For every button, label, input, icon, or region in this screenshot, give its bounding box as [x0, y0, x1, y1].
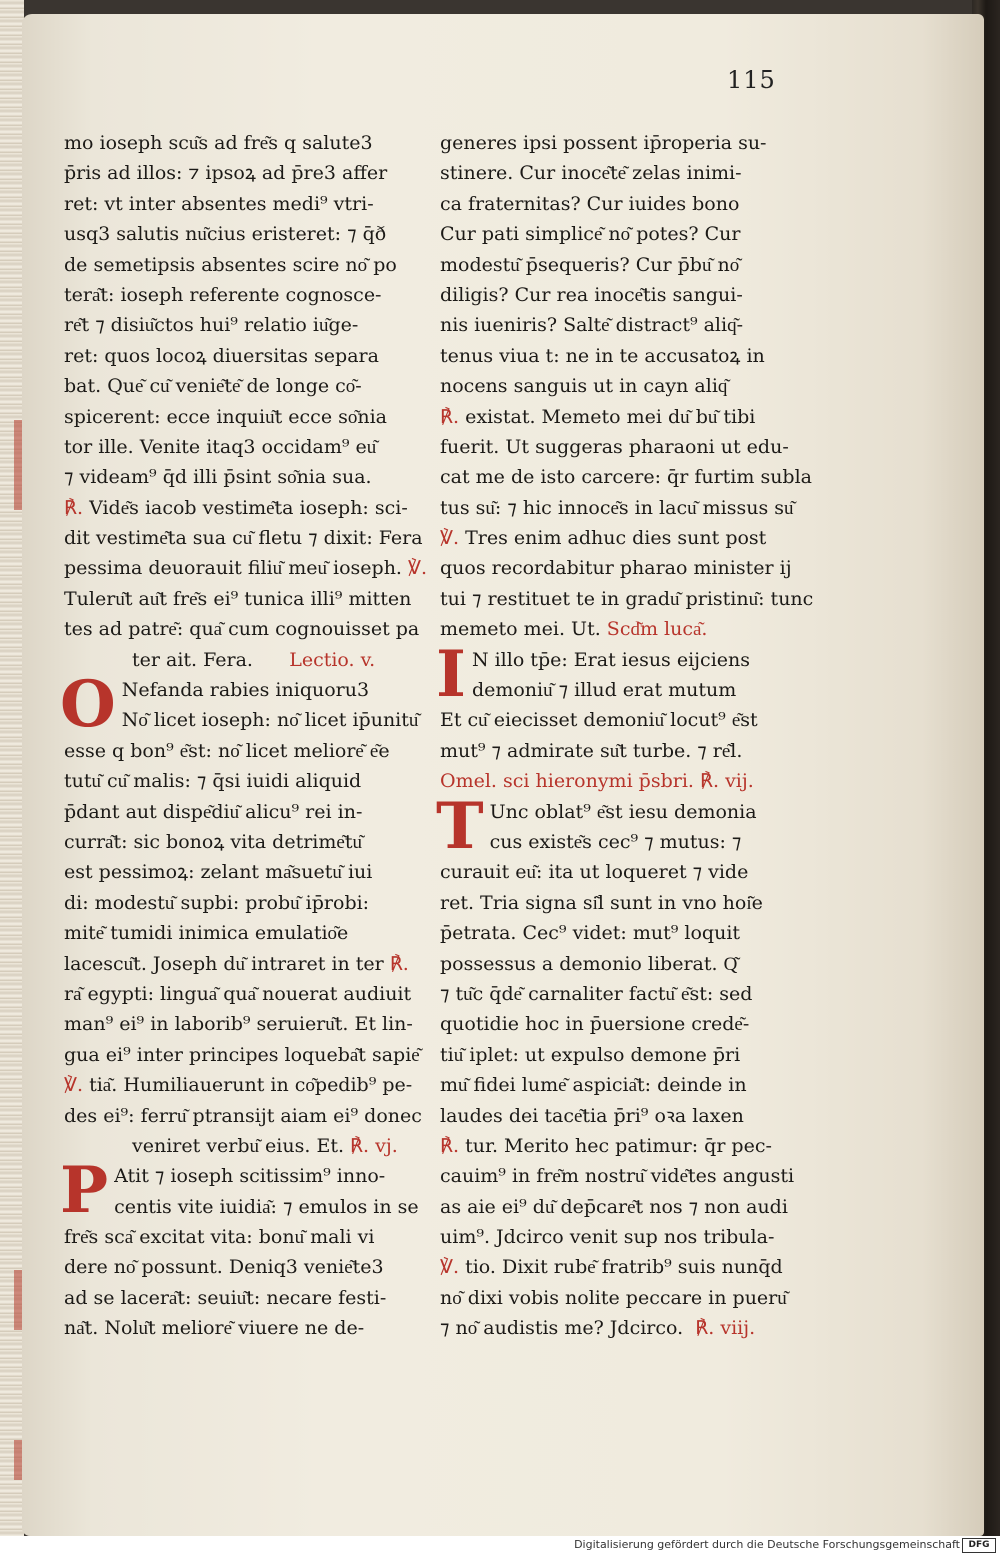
text-span: tia͂. Humiliauerunt in co͂pedib⁹ pe-	[89, 1074, 413, 1097]
text-line: est pessimoꝝ: zelant ma͂suetu͂ iui	[64, 861, 373, 884]
text-line: tor ille. Venite itaq3 occidam⁹ eu͂	[64, 435, 377, 458]
text-line: ⁊ tu͂c q̄de͂ carnaliter factu͂ e͂st: sed	[440, 982, 753, 1005]
responsory-mark: ℟.	[389, 952, 409, 975]
text-line: stinere. Cur inoce͂te͂ zelas inimi-	[440, 162, 742, 185]
text-line: mo ioseph scu͂s ad fre͂s q salute3	[64, 132, 373, 154]
text-line: nocens sanguis ut in cayn aliq͂	[440, 375, 728, 398]
text-span: Nefanda rabies iniquoru3	[121, 679, 370, 702]
red-page-edge-mark	[14, 1440, 22, 1480]
text-span: N illo tp̄e: Erat iesus eijciens	[471, 648, 751, 671]
responsory-heading: ℟. vj.	[350, 1134, 398, 1157]
text-line: p̄ris ad illos: ⁊ ipsoꝝ ad p̄re3 affer	[64, 162, 388, 185]
text-line: na͂t. Nolu͂t meliore͂ viuere ne de-	[64, 1317, 365, 1340]
text-line	[440, 1131, 820, 1161]
text-line: diligis? Cur rea inoce͂tis sangui-	[440, 283, 743, 306]
verse-mark: ℣.	[440, 1256, 460, 1279]
text-line	[64, 493, 434, 523]
text-line: mu͂ fidei lume͂ aspicia͂t: deinde in	[440, 1074, 747, 1097]
text-span: ⁊ no͂ audistis me? Jdcirco.	[440, 1317, 684, 1340]
text-line: di: modestu͂ supbi: probu͂ ip̄robi:	[64, 891, 370, 914]
text-line: nis iueniris? Salte͂ distract⁹ aliq͂-	[440, 314, 744, 337]
text-line	[64, 553, 434, 583]
text-line	[440, 614, 820, 644]
text-line: bat. Que͂ cu͂ venie͂te͂ de longe co͂-	[64, 375, 362, 398]
text-line: de semetipsis absentes scire no͂ po	[64, 253, 397, 276]
text-line	[440, 1252, 820, 1282]
gospel-heading: Scd͂m luca͂.	[606, 618, 708, 641]
responsory-mark: ℟.	[440, 405, 460, 428]
text-line: tui ⁊ restituet te in gradu͂ pristinu͂: tunc	[440, 587, 814, 610]
text-line: modestu͂ p̄sequeris? Cur p̄bu͂ no͂	[440, 253, 740, 276]
text-line: Cur pati simplice͂ no͂ potes? Cur	[440, 223, 741, 246]
text-span: tur. Merito hec patimur: q̄r pec-	[465, 1134, 772, 1157]
text-line: fre͂s sca͂ excitat vita: bonu͂ mali vi	[64, 1226, 375, 1249]
text-span: Atit ⁊ ioseph scitissim⁹ inno-	[114, 1165, 386, 1188]
text-line: ret. Tria signa si͂l sunt in vno hoi͂e	[440, 891, 763, 914]
text-line	[64, 1131, 434, 1161]
responsory-mark: ℟.	[64, 496, 84, 519]
text-line: quos recordabitur pharao minister ij	[440, 557, 792, 580]
text-span: memeto mei. Ut.	[440, 618, 601, 641]
responsory-mark: ℟.	[440, 1134, 460, 1157]
verse-mark: ℣.	[440, 527, 460, 550]
text-line: cat me de isto carcere: q̄r furtim subla	[440, 466, 812, 489]
text-line	[64, 949, 434, 979]
text-line: tera͂t: ioseph referente cognosce-	[64, 283, 382, 306]
text-line: spicerent: ecce inquiu͂t ecce so͂nia	[64, 405, 387, 428]
text-span: Vide͂s iacob vestime͂ta ioseph: sci-	[89, 496, 408, 519]
text-line: no͂ dixi vobis nolite peccare in pueru͂	[440, 1286, 787, 1309]
text-span: Unc oblat⁹ e͂st iesu demonia	[489, 800, 757, 823]
drop-capital: I	[436, 636, 466, 712]
text-line: tiu͂ iplet: ut expulso demone p̄ri	[440, 1043, 741, 1066]
digitization-footer	[0, 1536, 1000, 1554]
text-line	[440, 523, 820, 553]
funding-credit: Digitalisierung gefördert durch die Deutsche Forschungsgemeinschaft	[574, 1538, 960, 1551]
responsory-heading: ℟. viij.	[695, 1317, 756, 1340]
drop-capital: T	[436, 788, 484, 864]
text-line: ret: vt inter absentes medi⁹ vtri-	[64, 192, 374, 215]
folio-number: 115	[727, 66, 776, 94]
text-line: ⁊ videam⁹ q̄d illi p̄sint so͂nia sua.	[64, 466, 372, 489]
text-line: mut⁹ ⁊ admirate su͂t turbe. ⁊ re͂l.	[440, 739, 743, 762]
homily-heading: Omel. sci hieronymi p̄sbri. ℟. vij.	[440, 770, 754, 793]
drop-capital: P	[60, 1153, 109, 1229]
red-page-edge-mark	[14, 1270, 22, 1330]
text-line: ad se lacera͂t: seuiu͂t: necare festi-	[64, 1286, 387, 1309]
verse-mark: ℣.	[64, 1074, 84, 1097]
text-span: Tres enim adhuc dies sunt post	[465, 527, 767, 550]
text-line: uim⁹. Jdcirco venit sup nos tribula-	[440, 1226, 775, 1249]
text-span: lacescu͂t. Joseph du͂ intraret in ter	[64, 952, 384, 975]
text-line: gua ei⁹ inter principes loqueba͂t sapie͂	[64, 1043, 420, 1066]
text-line: mite͂ tumidi inimica emulatio͂e	[64, 922, 349, 945]
text-line	[440, 402, 820, 432]
red-page-edge-mark	[14, 420, 22, 510]
text-line: tutu͂ cu͂ malis: ⁊ q̄si iuidi aliquid	[64, 770, 362, 793]
text-line	[64, 1070, 434, 1100]
text-line: re͂t ⁊ disiu͂ctos hui⁹ relatio iu͂ge-	[64, 314, 359, 337]
drop-capital: O	[60, 667, 116, 743]
text-line: cus existe͂s cec⁹ ⁊ mutus: ⁊	[489, 830, 742, 853]
dfg-logo: DFG	[962, 1538, 996, 1553]
text-line: as aie ei⁹ du͂ dep̄care͂t nos ⁊ non audi	[440, 1195, 788, 1218]
verse-mark: ℣.	[408, 557, 428, 580]
text-span: pessima deuorauit filiu͂ meu͂ ioseph.	[64, 557, 402, 580]
text-line: des ei⁹: ferru͂ ptransijt aiam ei⁹ donec	[64, 1104, 422, 1127]
text-line: Tuleru͂t au͂t fre͂s ei⁹ tunica illi⁹ mitten	[64, 587, 412, 610]
text-line: man⁹ ei⁹ in laborib⁹ seruieru͂t. Et lin-	[64, 1013, 413, 1036]
text-line: ra͂ egypti: lingua͂ qua͂ nouerat audiuit	[64, 982, 412, 1005]
text-line: tus su͂: ⁊ hic innoce͂s in lacu͂ missus su͂	[440, 496, 794, 519]
text-line: tenus viua t: ne in te accusatoꝝ in	[440, 344, 765, 367]
text-span: existat. Memeto mei du͂ bu͂ tibi	[465, 405, 756, 428]
lectio-heading: Lectio. v.	[289, 648, 376, 671]
text-line: tes ad patre͂: qua͂ cum cognouisset pa	[64, 618, 420, 641]
left-text-column	[60, 128, 434, 1344]
text-line: curra͂t: sic bonoꝝ vita detrime͂tu͂	[64, 830, 362, 853]
text-line: fuerit. Ut suggeras pharaoni ut edu-	[440, 435, 789, 458]
text-line: laudes dei tace͂tia p̄ri⁹ oꝛa laxen	[440, 1104, 744, 1127]
text-line	[64, 645, 434, 675]
text-line: quotidie hoc in p̄uersione crede͂-	[440, 1013, 750, 1036]
text-span: veniret verbu͂ eius. Et.	[132, 1134, 344, 1157]
text-line: esse q bon⁹ e͂st: no͂ licet meliore͂ e͂e	[64, 739, 390, 762]
text-line: ca fraternitas? Cur iuides bono	[440, 192, 740, 215]
text-span: tio. Dixit rube͂ fratrib⁹ suis nunq̄d	[465, 1256, 783, 1279]
text-line: dit vestime͂ta sua cu͂ fletu ⁊ dixit: Fera	[64, 527, 423, 550]
text-line: ret: quos locoꝝ diuersitas separa	[64, 344, 379, 367]
text-line: centis vite iuidia͂: ⁊ emulos in se	[114, 1195, 419, 1218]
text-line: cauim⁹ in fre͂m nostru͂ vide͂tes angusti	[440, 1165, 795, 1188]
text-line: Et cu͂ eiecisset demoniu͂ locut⁹ e͂st	[440, 709, 758, 732]
text-line: usq3 salutis nu͂cius eristeret: ⁊ q̄ð	[64, 223, 387, 246]
text-line: p̄dant aut dispe͂diu͂ alicu⁹ rei in-	[64, 800, 363, 823]
text-line: p̄etrata. Cec⁹ videt: mut⁹ loquit	[440, 922, 741, 945]
text-line: possessus a demonio liberat. Q͂	[440, 952, 738, 975]
text-line: demoniu͂ ⁊ illud erat mutum	[471, 679, 737, 702]
text-line	[440, 1313, 820, 1343]
text-span: ter ait. Fera.	[132, 648, 253, 671]
text-line: No͂ licet ioseph: no͂ licet ip̄unitu͂	[121, 709, 419, 732]
text-line: generes ipsi possent ip̄roperia su-	[440, 132, 767, 154]
text-line: curauit eu͂: ita ut loqueret ⁊ vide	[440, 861, 749, 884]
text-line: dere no͂ possunt. Deniq3 venie͂te3	[64, 1256, 384, 1279]
right-text-column	[436, 128, 820, 1344]
